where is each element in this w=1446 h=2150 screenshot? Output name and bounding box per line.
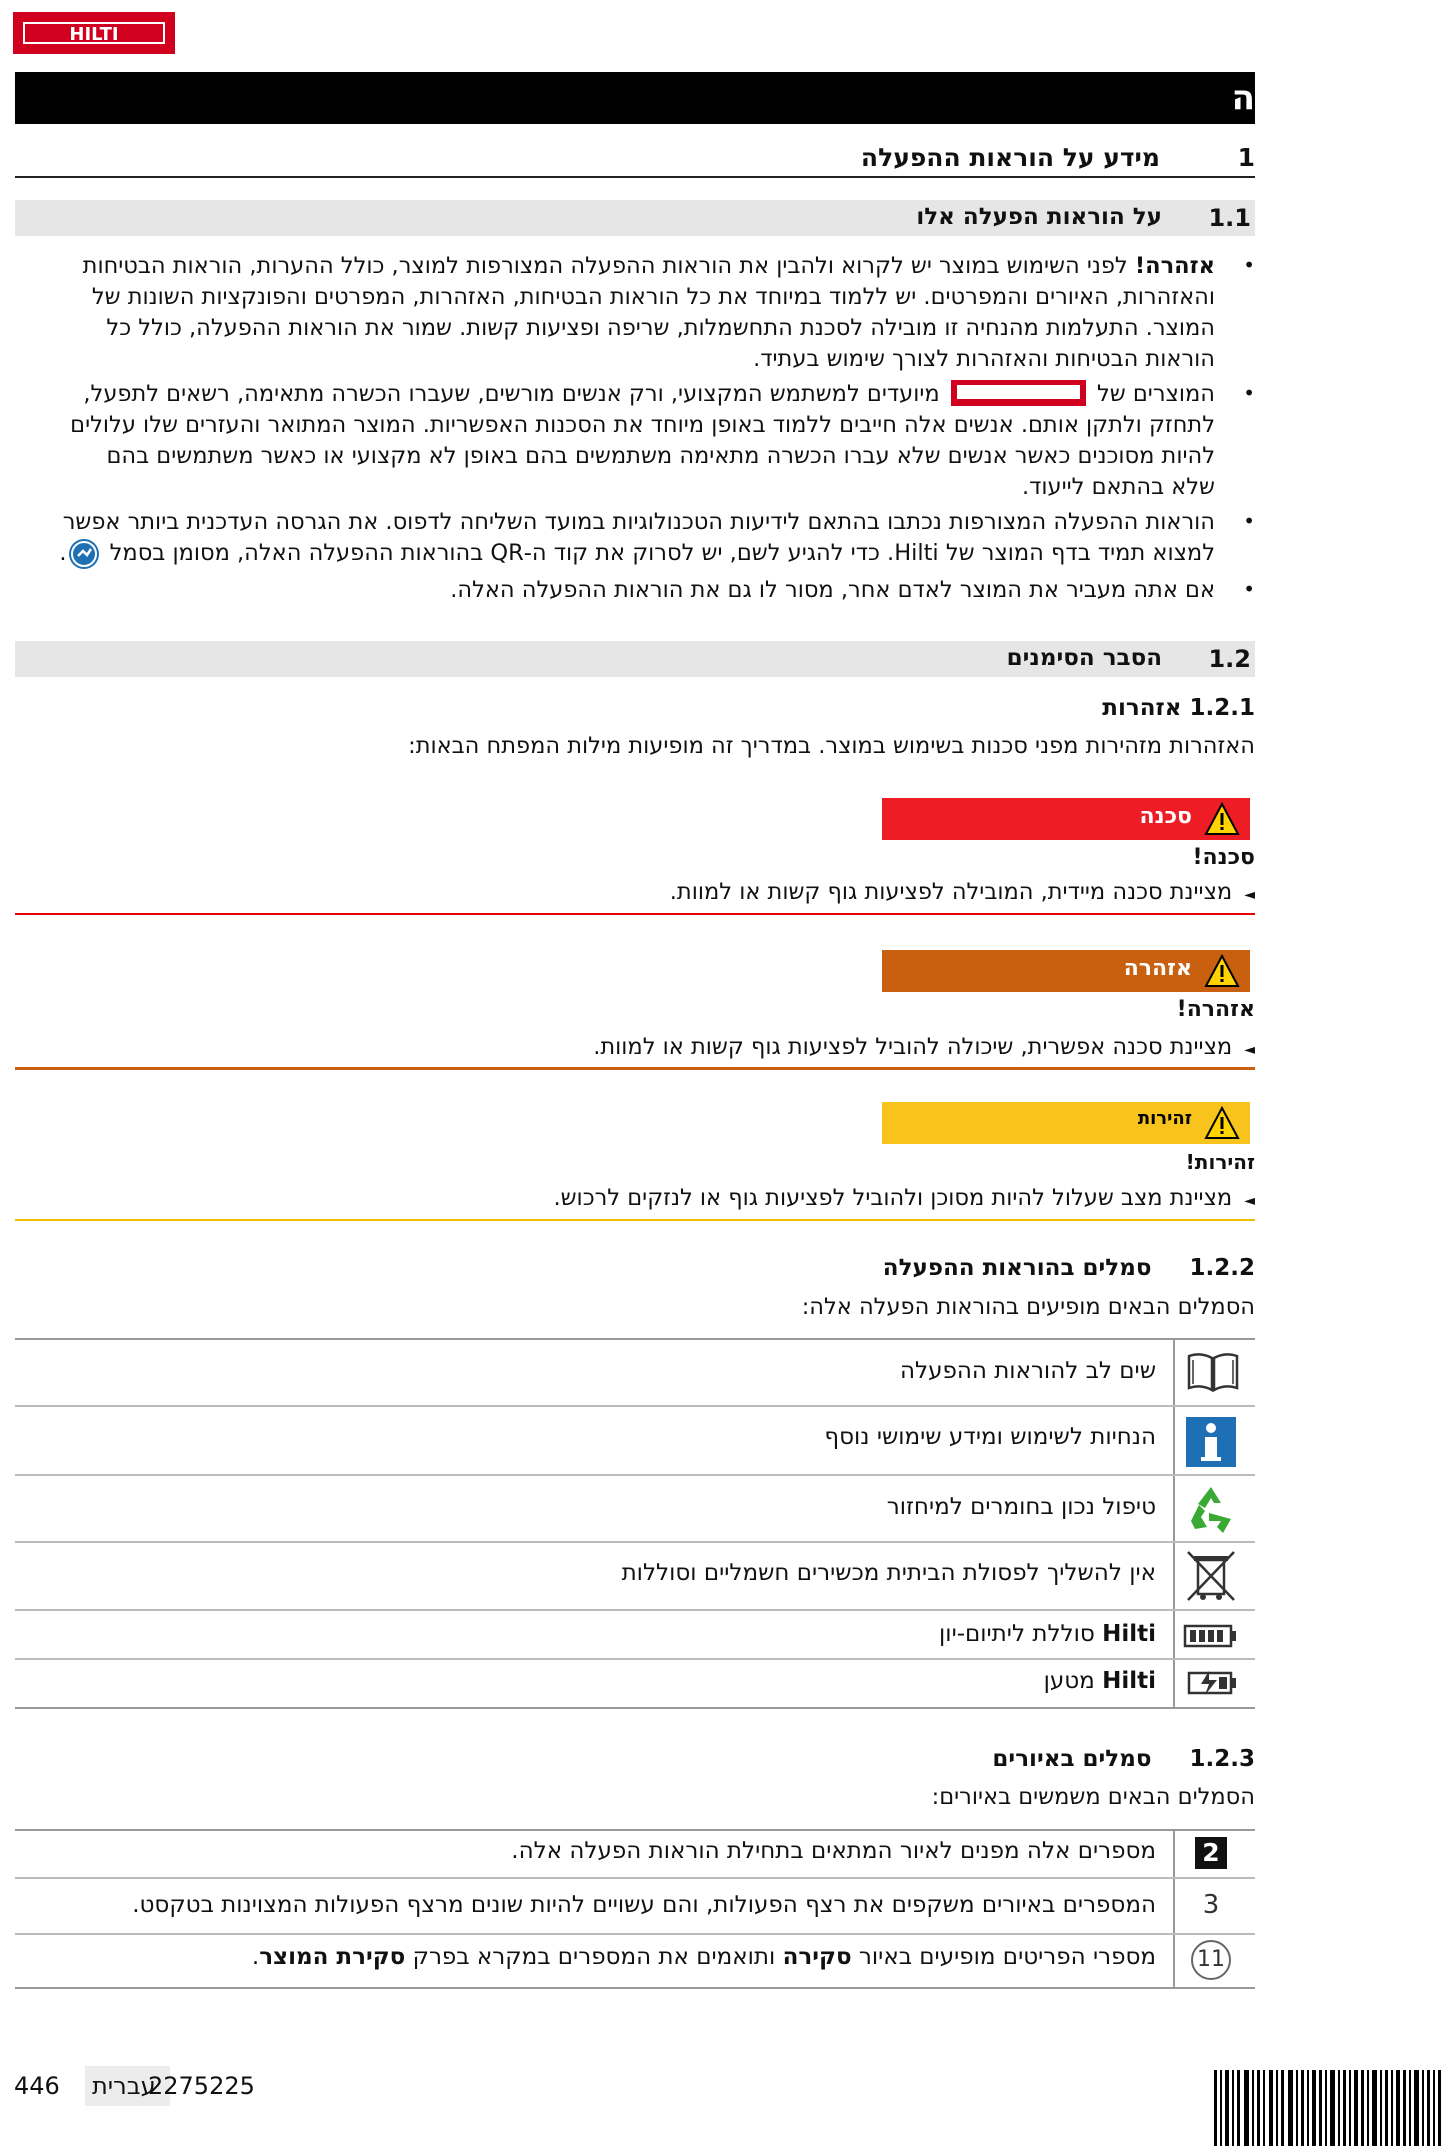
warning-triangle-icon (1204, 802, 1240, 840)
qr-link-icon (69, 539, 99, 569)
crossed-bin-icon (1184, 1548, 1238, 1608)
danger-rule (15, 913, 1255, 915)
header-char: ה (1231, 78, 1255, 118)
warning-word: אזהרה! (1176, 997, 1255, 1022)
hilti-logo-inline (951, 380, 1086, 406)
illustration-text-items: מספרי הפריטים מופיעים באיור סקירה ותואמים את המספרים במקרא בפרק סקירת המוצר. (251, 1944, 1156, 1970)
warning-label-box: אזהרה (882, 950, 1250, 992)
warning-rule (15, 1067, 1255, 1070)
recycle-icon (1183, 1481, 1239, 1541)
barcode (1214, 2070, 1442, 2150)
caution-rule (15, 1219, 1255, 1221)
battery-icon (1183, 1622, 1239, 1654)
page-number: 446 (14, 2072, 60, 2100)
list-item: • אם אתה מעביר את המוצר לאדם אחר, מסור לו גם את הוראות ההפעלה האלה. (450, 577, 1255, 603)
symbols-intro: הסמלים הבאים מופיעים בהוראות הפעלה אלה: (801, 1294, 1255, 1320)
list-item: • אזהרה! לפני השימוש במוצר יש לקרוא ולהבין את הוראות ההפעלה המצורפות למוצר, כולל ההערות, הוראות הבטיחות והאזהרות, האיורים והמפרטים. יש ללמוד במיוחד את כל הוראות הבטיחות, האזהרות, המפרטים והפונקציות השונות של המוצר. התעלמות מהנחיה זו מובילה לסכנת התחשמלות, שריפה ופציעות קשות. שמור את הוראות ההפעלה, כולל כל הוראות הבטיחות והאזהרות לצורך שימוש בעתיד. (82, 253, 1255, 372)
warning-triangle-icon (1204, 1106, 1240, 1144)
caution-label-box: זהירות (882, 1102, 1250, 1144)
danger-label-box: סכנה (882, 798, 1250, 840)
symbol-text-recycle: טיפול נכון בחומרים למיחזור (886, 1494, 1156, 1520)
caution-word: זהירות! (1185, 1150, 1255, 1174)
svg-text:HILTI: HILTI (69, 24, 119, 45)
illustration-text-figure: מספרים אלה מפנים לאיור המתאים בתחילת הוראות הפעלה אלה. (511, 1838, 1156, 1864)
charger-icon (1183, 1669, 1239, 1701)
info-icon (1184, 1415, 1238, 1473)
section-1-1-heading: 1.1 על הוראות הפעלה אלו (15, 200, 1255, 236)
section-1-2-1-heading: 1.2.1 אזהרות (1102, 695, 1255, 721)
symbol-text-disposal: אין להשליך לפסולת הביתית מכשירים חשמליים וסוללות (621, 1560, 1156, 1586)
hilti-logo (13, 12, 175, 54)
list-item: • הוראות ההפעלה המצורפות נכתבו בהתאם לידיעות הטכנולוגיות במועד השליחה לדפוס. את הגרסה העדכנית ביותר אפשר למצוא תמיד בדף המוצר של Hilti. כדי להגיע לשם, יש לסרוק את קוד ה-QR בהוראות ההפעלה האלה, מסומן בסמל . (10, 507, 1255, 569)
symbol-text-info: הנחיות לשימוש ומידע שימושי נוסף (824, 1424, 1156, 1450)
list-item: • המוצרים של מיועדים למשתמש המקצועי, ורק אנשים מורשים, שעברו הכשרה מתאימה, רשאים לתפעל, לתחזק ולתקן אותם. אנשים אלה חייבים ללמוד באופן מיוחד את הסכנות האפשריות. המוצר המתואר והעזרים שלו עלולים להיות מסוכנים כאשר אנשים שלא עברו הכשרה מתאימה משתמשים בהם באופן לא מקצועי או כאשר משתמשים בהם שלא בהתאם לייעוד. (70, 381, 1255, 500)
danger-description: ◄מציינת סכנה מיידית, המובילה לפציעות גוף קשות או למוות. (669, 879, 1255, 905)
section-1-2-heading: 1.2 הסבר הסימנים (15, 641, 1255, 677)
section-1-2-3-heading: 1.2.3 סמלים באיורים (992, 1746, 1255, 1772)
section-1-2-2-heading: 1.2.2 סמלים בהוראות ההפעלה (882, 1255, 1255, 1281)
warning-triangle-icon (1204, 954, 1240, 992)
book-icon (1185, 1350, 1241, 1398)
item-number-icon: 11 (1191, 1940, 1231, 1980)
warning-description: ◄מציינת סכנה אפשרית, שיכולה להוביל לפציעות גוף קשות או למוות. (593, 1034, 1255, 1060)
document-code: 2275225 (148, 2072, 255, 2100)
symbol-text-book: שים לב להוראות ההפעלה (899, 1358, 1156, 1384)
footer-language: עברית (92, 2072, 156, 2100)
illustration-symbols-intro: הסמלים הבאים משמשים באיורים: (931, 1784, 1255, 1810)
warnings-intro: האזהרות מזהירות מפני סכנות בשימוש במוצר. במדריך זה מופיעות מילות המפתח הבאות: (408, 733, 1255, 759)
language-header-bar (15, 72, 1255, 124)
figure-number-icon: 2 (1195, 1837, 1227, 1869)
section-1-rule (15, 176, 1255, 178)
symbol-text-charger: Hilti מטען (1043, 1668, 1156, 1694)
section-1-heading: 1 מידע על הוראות ההפעלה (860, 143, 1255, 172)
bullet-list (10, 251, 1255, 606)
illustration-text-steps: המספרים באיורים משקפים את רצף הפעולות, והם עשויים להיות שונים מרצף הפעולות המצוינות בטקסט. (132, 1892, 1156, 1918)
danger-word: סכנה! (1192, 845, 1255, 870)
caution-description: ◄מציינת מצב שעלול להיות מסוכן ולהוביל לפציעות גוף או לנזקים לרכוש. (553, 1185, 1255, 1211)
symbol-text-battery: Hilti סוללת ליתיום-יון (939, 1621, 1156, 1647)
step-number-icon: 3 (1202, 1890, 1220, 1920)
